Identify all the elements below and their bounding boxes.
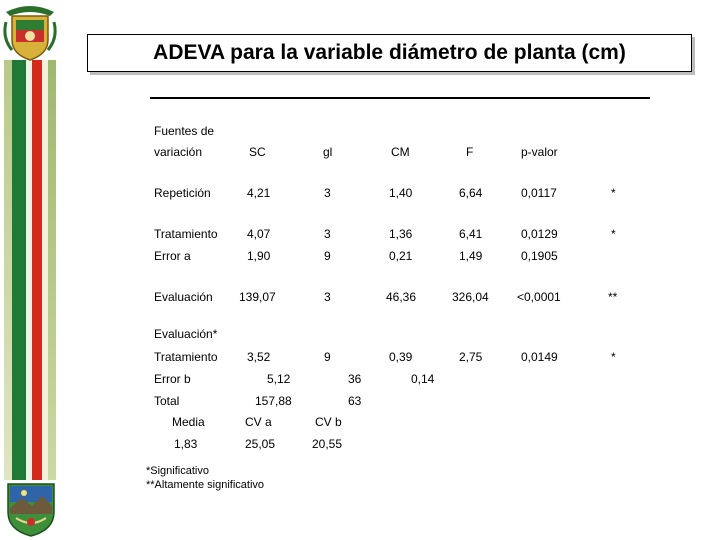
header-p-valor: p-valor xyxy=(521,145,558,159)
header-cm: CM xyxy=(391,145,410,159)
row-gl: 9 xyxy=(324,350,331,364)
row-f: 1,49 xyxy=(459,249,483,263)
row-significance: * xyxy=(611,186,616,200)
row-sc: 4,21 xyxy=(247,186,271,200)
row-sc: 3,52 xyxy=(247,350,271,364)
row-gl: 3 xyxy=(324,290,331,304)
summary-header-cv-b: CV b xyxy=(315,415,342,429)
row-source: Error b xyxy=(154,372,191,386)
header-fuentes-de: Fuentes de xyxy=(154,124,215,138)
row-cm: 1,36 xyxy=(389,227,413,241)
row-sc: 5,12 xyxy=(267,372,291,386)
row-cm: 0,39 xyxy=(389,350,413,364)
row-f: 326,04 xyxy=(452,290,489,304)
footnote-highly-significant: **Altamente significativo xyxy=(146,479,265,491)
row-sc: 1,90 xyxy=(247,249,271,263)
summary-value-cv-b: 20,55 xyxy=(312,437,343,451)
group-label: Evaluación* xyxy=(154,327,218,341)
row-source: Error a xyxy=(154,249,191,263)
row-gl: 3 xyxy=(324,186,331,200)
header-f: F xyxy=(466,145,474,159)
row-gl: 63 xyxy=(348,394,362,408)
row-cm: 46,36 xyxy=(386,290,417,304)
row-source: Total xyxy=(154,394,180,408)
footnote-significant: *Significativo xyxy=(146,465,209,477)
row-gl: 36 xyxy=(348,372,362,386)
row-cm: 0,21 xyxy=(389,249,413,263)
row-p-valor: 0,0129 xyxy=(521,227,558,241)
row-gl: 9 xyxy=(324,249,331,263)
row-significance: ** xyxy=(608,290,618,304)
row-source: Repetición xyxy=(154,186,211,200)
row-sc: 4,07 xyxy=(247,227,271,241)
stripe-olive xyxy=(4,60,12,480)
row-f: 2,75 xyxy=(459,350,483,364)
row-significance: * xyxy=(611,227,616,241)
stripe-olive xyxy=(48,60,56,480)
row-p-valor: <0,0001 xyxy=(517,290,561,304)
row-p-valor: 0,0149 xyxy=(521,350,558,364)
row-p-valor: 0,1905 xyxy=(521,249,558,263)
header-variacion: variación xyxy=(154,145,203,159)
summary-header-cv-a: CV a xyxy=(245,415,272,429)
stripe-red xyxy=(32,60,42,480)
coat-of-arms-icon xyxy=(2,2,58,62)
row-sc: 139,07 xyxy=(239,290,276,304)
row-p-valor: 0,0117 xyxy=(521,186,557,200)
table-top-rule xyxy=(150,97,650,99)
row-significance: * xyxy=(611,350,616,364)
row-source: Evaluación xyxy=(154,290,213,304)
row-source: Tratamiento xyxy=(154,227,218,241)
row-f: 6,64 xyxy=(459,186,483,200)
stripe-green xyxy=(12,60,26,480)
row-source: Tratamiento xyxy=(154,350,218,364)
university-seal-icon xyxy=(2,478,60,538)
decorative-stripes xyxy=(0,60,60,480)
header-sc: SC xyxy=(249,145,266,159)
summary-header-media: Media xyxy=(172,415,205,429)
row-sc: 157,88 xyxy=(255,394,292,408)
row-cm: 0,14 xyxy=(411,372,435,386)
slide-title: ADEVA para la variable diámetro de planta (cm) xyxy=(87,34,692,72)
summary-value-media: 1,83 xyxy=(174,437,198,451)
summary-value-cv-a: 25,05 xyxy=(245,437,276,451)
header-gl: gl xyxy=(323,145,333,159)
row-f: 6,41 xyxy=(459,227,483,241)
row-gl: 3 xyxy=(324,227,331,241)
row-cm: 1,40 xyxy=(389,186,413,200)
